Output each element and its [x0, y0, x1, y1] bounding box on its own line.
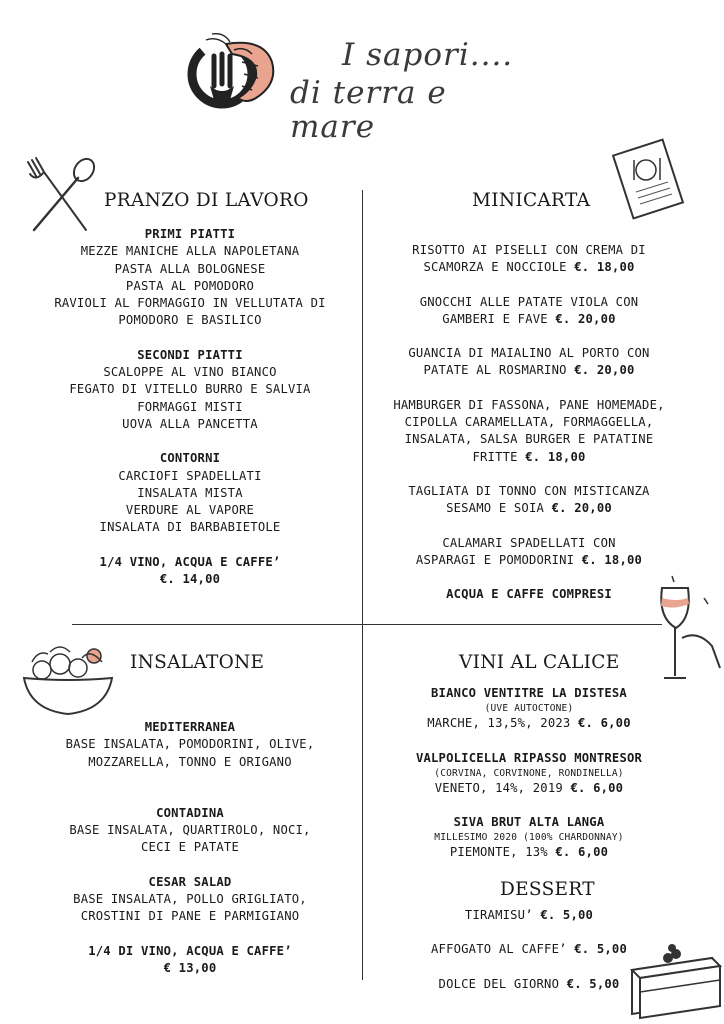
- list-item: MEDITERRANEA BASE INSALATA, POMODORINI, OLIVE, MOZZARELLA, TONNO E ORIGANO: [65, 720, 315, 769]
- price: €. 5,00: [540, 908, 594, 922]
- vertical-divider: [362, 190, 363, 980]
- list-item: CONTADINA BASE INSALATA, QUARTIROLO, NOCI, CECI E PATATE: [69, 805, 311, 855]
- secondi-title: SECONDI PIATTI: [137, 347, 243, 362]
- list-item: CALAMARI SPADELLATI CON ASPARAGI E POMODORINI €. 18,00: [415, 535, 643, 567]
- logo-title-line2: di terra e mare: [290, 75, 447, 145]
- list-item: BIANCO VENTITRE LA DISTESA (UVE AUTOCTONE) MARCHE, 13,5%, 2023 €. 6,00: [427, 686, 631, 731]
- pranzo-section: [20, 226, 360, 588]
- price: €. 5,00: [574, 942, 627, 957]
- logo: [186, 32, 536, 145]
- vini-section: [366, 685, 692, 862]
- minicarta-section: [366, 242, 692, 603]
- list-item: HAMBURGER DI FASSONA, PANE HOMEMADE, CIPOLLA CARAMELLATA, FORMAGGELLA, INSALATA, SALSA BURGER E PATATINE FRITTE €. 18,00: [393, 397, 665, 464]
- list-item: RISOTTO AI PISELLI CON CREMA DI SCAMORZA E NOCCIOLE €. 18,00: [412, 243, 646, 275]
- menu-card-icon: [612, 136, 692, 226]
- price: €. 20,00: [555, 311, 616, 326]
- price: €. 18,00: [581, 552, 643, 567]
- list-item: VERDURE AL VAPORE: [125, 503, 255, 518]
- insalatone-price-line1: 1/4 DI VINO, ACQUA E CAFFE’: [88, 943, 292, 958]
- list-item: INSALATA DI BARBABIETOLE: [99, 520, 281, 535]
- list-item: CESAR SALAD BASE INSALATA, POLLO GRIGLIATO, CROSTINI DI PANE E PARMIGIANO: [73, 874, 307, 924]
- shrimp-fork-logo-icon: [186, 32, 286, 110]
- logo-title-line1: I sapori....: [342, 37, 514, 73]
- list-item: GNOCCHI ALLE PATATE VIOLA CON GAMBERI E FAVE €. 20,00: [419, 294, 639, 326]
- list-item: INSALATA MISTA: [137, 485, 243, 500]
- price: €. 6,00: [570, 780, 624, 795]
- list-item: PASTA ALLA BOLOGNESE: [114, 261, 266, 276]
- minicarta-footer: ACQUA E CAFFE COMPRESI: [446, 587, 612, 602]
- price: €. 18,00: [574, 260, 635, 275]
- insalatone-section: [30, 719, 350, 977]
- primi-title: PRIMI PIATTI: [144, 227, 236, 241]
- minicarta-title: MINICARTA: [472, 190, 591, 211]
- price: €. 6,00: [578, 716, 631, 731]
- insalatone-price-line2: € 13,00: [163, 960, 217, 975]
- list-item: UOVA ALLA PANCETTA: [122, 416, 258, 431]
- list-item: GUANCIA DI MAIALINO AL PORTO CON PATATE AL ROSMARINO €. 20,00: [408, 346, 650, 378]
- fork-spoon-icon: [20, 156, 100, 236]
- insalatone-title: INSALATONE: [130, 652, 265, 673]
- price: €. 6,00: [555, 845, 609, 860]
- dessert-section: [366, 907, 692, 993]
- price: €. 20,00: [574, 363, 635, 378]
- vini-title: VINI AL CALICE: [459, 652, 620, 673]
- list-item: FORMAGGI MISTI: [137, 399, 243, 414]
- list-item: TAGLIATA DI TONNO CON MISTICANZA SESAMO E SOIA €. 20,00: [408, 483, 650, 516]
- salad-bowl-icon: [20, 634, 116, 720]
- price: €. 18,00: [525, 449, 586, 464]
- price: €. 20,00: [551, 501, 612, 516]
- list-item: SIVA BRUT ALTA LANGA MILLESIMO 2020 (100% CHARDONNAY) PIEMONTE, 13% €. 6,00: [434, 815, 624, 860]
- pranzo-price-line2: €. 14,00: [159, 572, 221, 587]
- list-item: RAVIOLI AL FORMAGGIO IN VELLUTATA DI: [54, 296, 326, 311]
- list-item: TIRAMISU’ €. 5,00: [464, 908, 594, 922]
- list-item: AFFOGATO AL CAFFE’ €. 5,00: [431, 942, 627, 957]
- pranzo-title: PRANZO DI LAVORO: [104, 190, 309, 211]
- list-item: CARCIOFI SPADELLATI: [118, 468, 262, 483]
- contorni-title: CONTORNI: [159, 451, 221, 466]
- list-item: VALPOLICELLA RIPASSO MONTRESOR (CORVINA, CORVINONE, RONDINELLA) VENETO, 14%, 2019 €. 6,00: [415, 750, 643, 795]
- list-item: SCALOPPE AL VINO BIANCO: [103, 365, 277, 380]
- dessert-title: DESSERT: [500, 879, 595, 900]
- price: €. 5,00: [566, 976, 620, 991]
- list-item: POMODORO E BASILICO: [118, 313, 262, 328]
- pranzo-price-line1: 1/4 VINO, ACQUA E CAFFE’: [99, 554, 281, 569]
- list-item: MEZZE MANICHE ALLA NAPOLETANA: [80, 244, 300, 259]
- list-item: DOLCE DEL GIORNO €. 5,00: [438, 976, 620, 991]
- horizontal-divider: [72, 624, 662, 625]
- list-item: PASTA AL POMODORO: [125, 278, 255, 293]
- list-item: FEGATO DI VITELLO BURRO E SALVIA: [69, 382, 311, 397]
